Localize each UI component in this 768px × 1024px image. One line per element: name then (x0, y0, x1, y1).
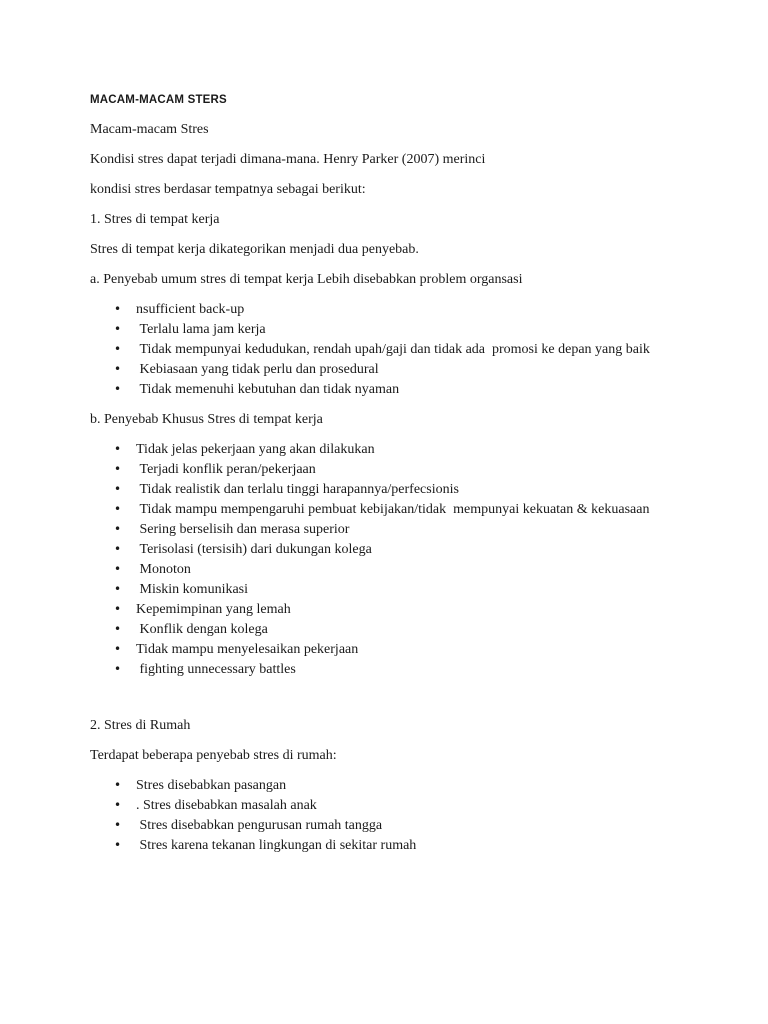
document-page (90, 92, 690, 866)
list-item-text: . Stres disebabkan masalah anak (136, 798, 317, 813)
list-item-text: Terisolasi (tersisih) dari dukungan kolega (136, 542, 372, 557)
bullet-icon: • (114, 838, 122, 852)
bullet-icon: • (114, 542, 122, 556)
list-item-text: Tidak mempunyai kedudukan, rendah upah/gaji dan tidak ada promosi ke depan yang baik (136, 342, 650, 357)
list-item (90, 480, 690, 499)
list-item (90, 440, 690, 459)
list-item-text: Tidak mampu menyelesaikan pekerjaan (136, 642, 359, 657)
list-item-text: Terjadi konflik peran/pekerjaan (136, 462, 316, 477)
bullet-icon: • (114, 582, 122, 596)
list-item (90, 620, 690, 639)
document-heading: MACAM-MACAM STERS (90, 94, 227, 106)
bullet-icon: • (114, 302, 122, 316)
section1-partA-title: a. Penyebab umum stres di tempat kerja Lebih disebabkan problem organsasi (90, 272, 523, 287)
list-item (90, 640, 690, 659)
list-item (90, 580, 690, 599)
list-item-text: Sering berselisih dan merasa superior (136, 522, 350, 537)
bullet-icon: • (114, 462, 122, 476)
list-item (90, 460, 690, 479)
list-item-text: Stres disebabkan pengurusan rumah tangga (136, 818, 383, 833)
intro-line-2: kondisi stres berdasar tempatnya sebagai berikut: (90, 182, 366, 197)
section1-partB-list (90, 440, 690, 679)
list-item (90, 540, 690, 559)
list-item-text: Tidak jelas pekerjaan yang akan dilakukan (136, 442, 375, 457)
list-item-text: nsufficient back-up (136, 302, 245, 317)
bullet-icon: • (114, 662, 122, 676)
list-item-text: fighting unnecessary battles (136, 662, 296, 677)
list-item (90, 520, 690, 539)
section1-title: 1. Stres di tempat kerja (90, 212, 220, 227)
list-item-text: Monoton (136, 562, 191, 577)
list-item (90, 340, 690, 359)
list-item-text: Stres karena tekanan lingkungan di sekitar rumah (136, 838, 417, 853)
list-item-text: Tidak memenuhi kebutuhan dan tidak nyaman (136, 382, 400, 397)
bullet-icon: • (114, 798, 122, 812)
list-item-text: Kebiasaan yang tidak perlu dan prosedural (136, 362, 379, 377)
bullet-icon: • (114, 482, 122, 496)
bullet-icon: • (114, 442, 122, 456)
section1-partA-list (90, 300, 690, 399)
list-item (90, 600, 690, 619)
list-item-text: Tidak realistik dan terlalu tinggi harapannya/perfecsionis (136, 482, 459, 497)
list-item (90, 300, 690, 319)
bullet-icon: • (114, 602, 122, 616)
section2-desc: Terdapat beberapa penyebab stres di rumah: (90, 748, 337, 763)
list-item-text: Miskin komunikasi (136, 582, 249, 597)
list-item-text: Terlalu lama jam kerja (136, 322, 266, 337)
intro-title: Macam-macam Stres (90, 122, 209, 137)
list-item (90, 816, 690, 835)
intro-line-1: Kondisi stres dapat terjadi dimana-mana. Henry Parker (2007) merinci (90, 152, 486, 167)
list-item-text: Konflik dengan kolega (136, 622, 268, 637)
bullet-icon: • (114, 322, 122, 336)
bullet-icon: • (114, 818, 122, 832)
bullet-icon: • (114, 562, 122, 576)
list-item (90, 320, 690, 339)
bullet-icon: • (114, 622, 122, 636)
list-item (90, 836, 690, 855)
bullet-icon: • (114, 362, 122, 376)
list-item-text: Tidak mampu mempengaruhi pembuat kebijakan/tidak mempunyai kekuatan & kekuasaan (136, 502, 650, 517)
bullet-icon: • (114, 642, 122, 656)
list-item (90, 660, 690, 679)
bullet-icon: • (114, 342, 122, 356)
bullet-icon: • (114, 522, 122, 536)
section2-list (90, 776, 690, 855)
spacer (90, 690, 690, 716)
list-item (90, 776, 690, 795)
list-item (90, 796, 690, 815)
section1-desc: Stres di tempat kerja dikategorikan menjadi dua penyebab. (90, 242, 419, 257)
list-item (90, 560, 690, 579)
section1-partB-title: b. Penyebab Khusus Stres di tempat kerja (90, 412, 323, 427)
list-item (90, 380, 690, 399)
list-item-text: Stres disebabkan pasangan (136, 778, 287, 793)
list-item (90, 500, 690, 519)
list-item (90, 360, 690, 379)
bullet-icon: • (114, 778, 122, 792)
list-item-text: Kepemimpinan yang lemah (136, 602, 291, 617)
bullet-icon: • (114, 502, 122, 516)
bullet-icon: • (114, 382, 122, 396)
section2-title: 2. Stres di Rumah (90, 718, 191, 733)
